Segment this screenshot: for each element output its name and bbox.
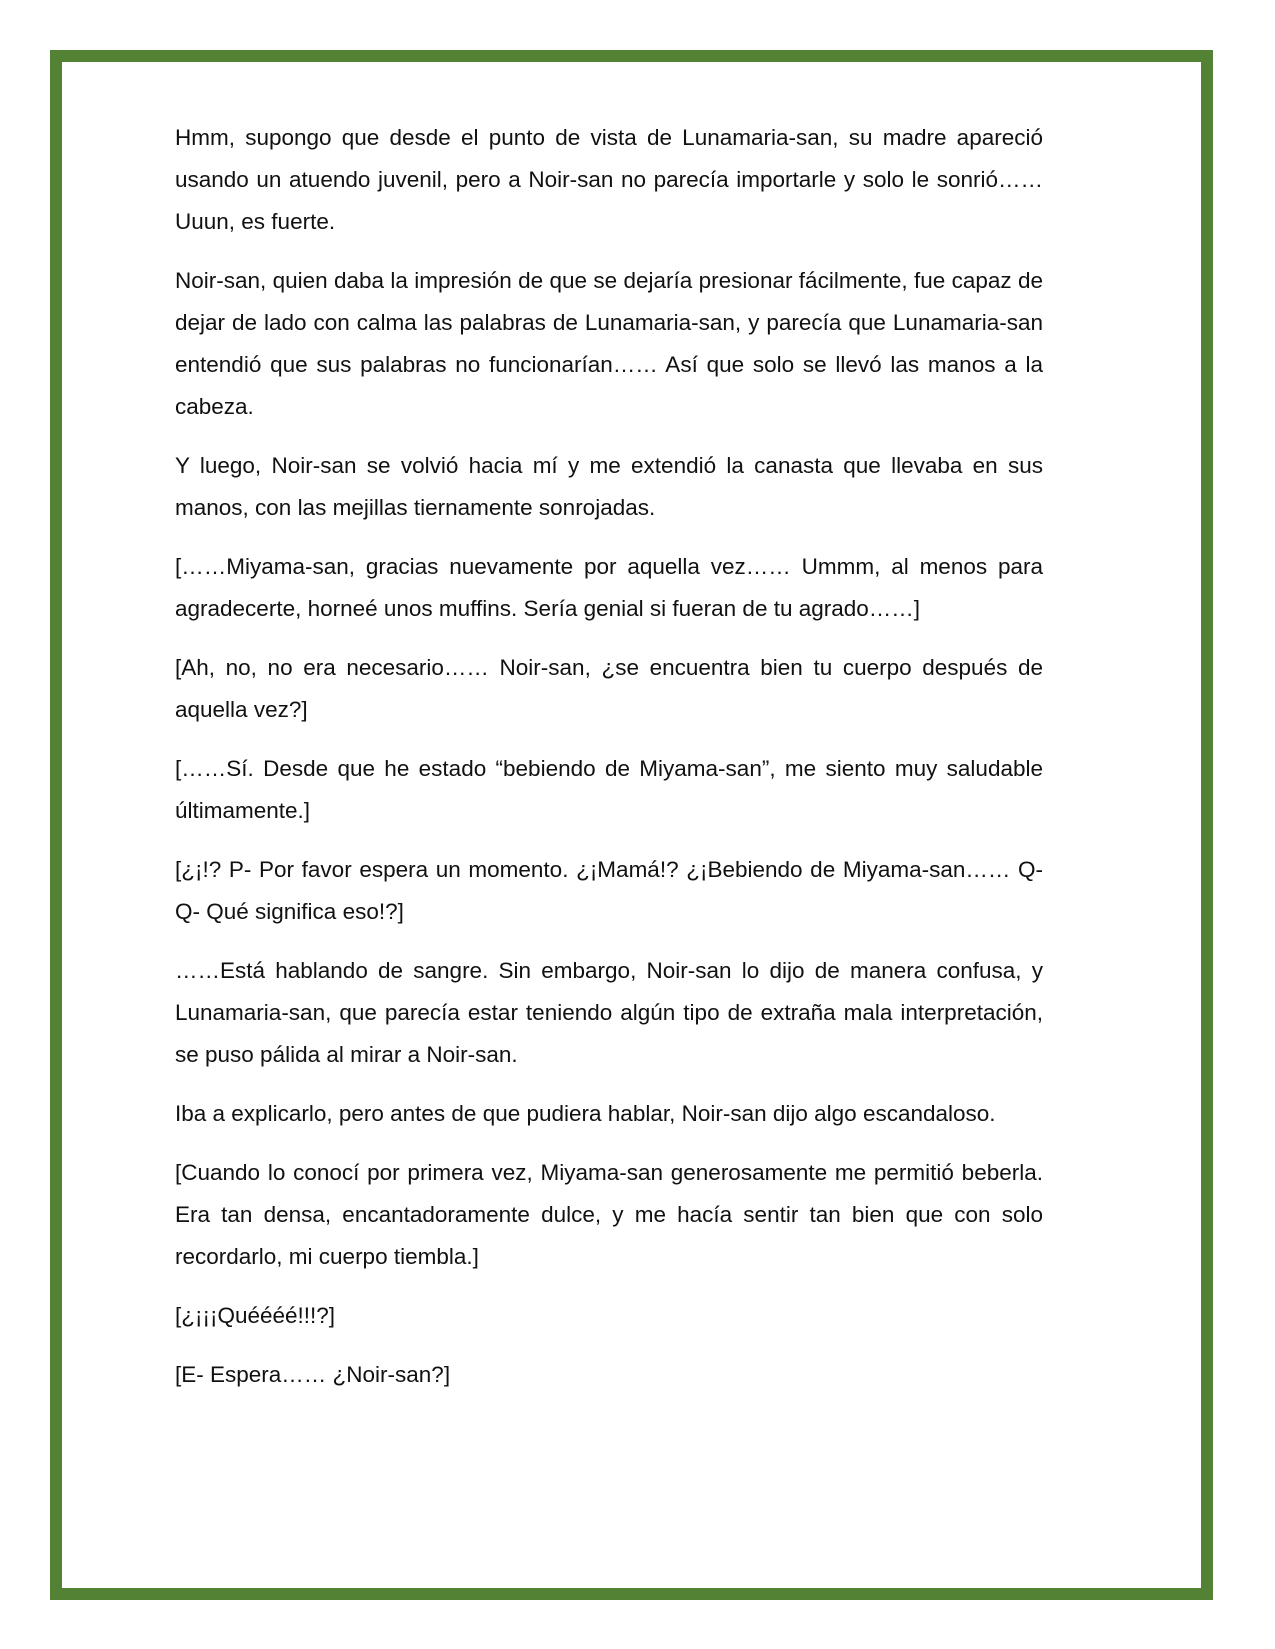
- paragraph: Y luego, Noir-san se volvió hacia mí y me extendió la canasta que llevaba en sus manos, con las mejillas tiernamente sonrojadas.: [175, 453, 1043, 520]
- dialogue-paragraph: [E- Espera…… ¿Noir-san?]: [175, 1362, 451, 1387]
- dialogue-paragraph: [……Miyama-san, gracias nuevamente por aquella vez…… Ummm, al menos para agradecerte, horneé unos muffins. Sería genial si fueran de tu agrado……]: [175, 554, 1043, 621]
- dialogue-paragraph: [¿¡¡¡Quéééé!!!?]: [175, 1303, 336, 1328]
- paragraph: Noir-san, quien daba la impresión de que se dejaría presionar fácilmente, fue capaz de dejar de lado con calma las palabras de Lunamaria-san, y parecía que Lunamaria-san entendió que sus palabras no funcionarían…… Así que solo se llevó las manos a la cabeza.: [175, 268, 1043, 419]
- dialogue-paragraph: [Cuando lo conocí por primera vez, Miyama-san generosamente me permitió beberla. Era tan densa, encantadoramente dulce, y me hacía sentir tan bien que con solo recordarlo, mi cuerpo tiembla.]: [175, 1160, 1043, 1269]
- paragraph: ……Está hablando de sangre. Sin embargo, Noir-san lo dijo de manera confusa, y Lunamaria-san, que parecía estar teniendo algún tipo de extraña mala interpretación, se puso pálida al mirar a Noir-san.: [175, 958, 1043, 1067]
- dialogue-paragraph: [Ah, no, no era necesario…… Noir-san, ¿se encuentra bien tu cuerpo después de aquella vez?]: [175, 655, 1043, 722]
- dialogue-paragraph: [……Sí. Desde que he estado “bebiendo de Miyama-san”, me siento muy saludable últimamente.]: [175, 756, 1043, 823]
- paragraph: Hmm, supongo que desde el punto de vista de Lunamaria-san, su madre apareció usando un atuendo juvenil, pero a Noir-san no parecía importarle y solo le sonrió…… Uuun, es fuerte.: [175, 125, 1043, 234]
- dialogue-paragraph: [¿¡!? P- Por favor espera un momento. ¿¡Mamá!? ¿¡Bebiendo de Miyama-san…… Q- Q- Qué significa eso!?]: [175, 857, 1043, 924]
- paragraph: Iba a explicarlo, pero antes de que pudiera hablar, Noir-san dijo algo escandaloso.: [175, 1101, 996, 1126]
- document-body: [175, 117, 1043, 1413]
